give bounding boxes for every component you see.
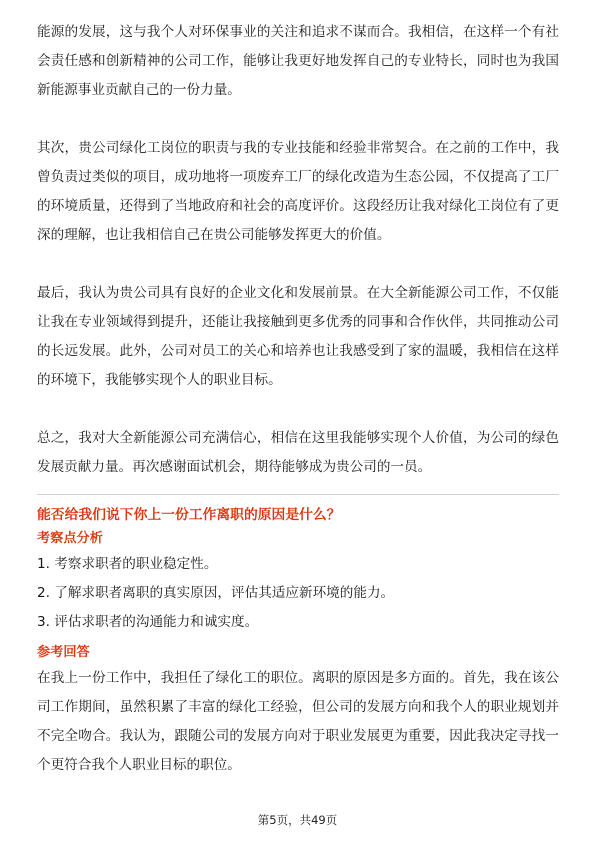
body-paragraph: 其次，贵公司绿化工岗位的职责与我的专业技能和经验非常契合。在之前的工作中，我曾负责过类似的项目，成功地将一项废弃工厂的绿化改造为生态公园，不仅提高了工厂的环境质量，还得到了当地政府和社会的高度评价。这段经历让我对绿化工岗位有了更深的理解，也让我相信自己在贵公司能够发挥更大的价值。 bbox=[37, 140, 559, 243]
analysis-list bbox=[37, 550, 559, 637]
list-item: 1. 考察求职者的职业稳定性。 bbox=[37, 556, 218, 572]
paragraph-gap bbox=[37, 105, 559, 134]
reference-answer-block bbox=[37, 642, 559, 780]
body-paragraph: 总之，我对大全新能源公司充满信心，相信在这里我能够实现个人价值，为公司的绿色发展贡献力量。再次感谢面试机会，期待能够成为贵公司的一员。 bbox=[37, 430, 559, 475]
interview-question: 能否给我们说下你上一份工作离职的原因是什么？ bbox=[37, 507, 341, 523]
body-paragraph: 能源的发展，这与我个人对环保事业的关注和追求不谋而合。我相信，在这样一个有社会责任感和创新精神的公司工作，能够让我更好地发挥自己的专业特长，同时也为我国新能源事业贡献自己的一份力量。 bbox=[37, 24, 559, 98]
paragraph-gap bbox=[37, 395, 559, 424]
list-item: 2. 了解求职者离职的真实原因，评估其适应新环境的能力。 bbox=[37, 585, 395, 601]
section-divider bbox=[37, 494, 559, 495]
paragraph-gap bbox=[37, 250, 559, 279]
page-number: 第5页，共49页 bbox=[257, 813, 338, 827]
list-item: 3. 评估求职者的沟通能力和诚实度。 bbox=[37, 614, 259, 630]
reference-answer-text: 在我上一份工作中，我担任了绿化工的职位。离职的原因是多方面的。首先，我在该公司工作期间，虽然积累了丰富的绿化工经验，但公司的发展方向和我个人的职业规划并不完全吻合。我认为，跟随公司的发展方向对于职业发展更为重要，因此我决定寻找一个更符合我个人职业目标的职位。 bbox=[37, 670, 559, 773]
analysis-heading: 考察点分析 bbox=[37, 531, 103, 546]
document-page bbox=[37, 18, 559, 780]
body-paragraph: 最后，我认为贵公司具有良好的企业文化和发展前景。在大全新能源公司工作，不仅能让我在专业领域得到提升，还能让我接触到更多优秀的同事和合作伙伴，共同推动公司的长远发展。此外，公司对员工的关心和培养也让我感受到了家的温暖，我相信在这样的环境下，我能够实现个人的职业目标。 bbox=[37, 285, 559, 388]
reference-heading: 参考回答 bbox=[37, 645, 90, 660]
